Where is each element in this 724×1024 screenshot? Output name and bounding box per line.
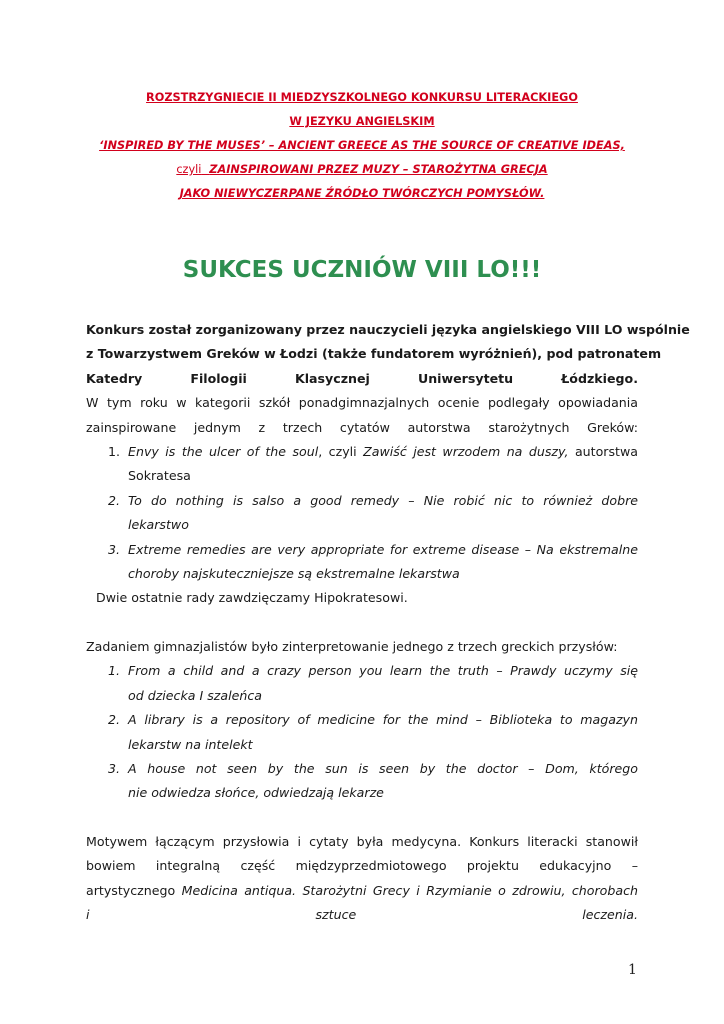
- header-line-4: [60, 158, 664, 182]
- list-number: 1.: [108, 444, 121, 460]
- announcement-header: [60, 86, 664, 206]
- secondary-paragraph: [86, 391, 638, 440]
- gimnazjum-intro: Zadaniem gimnazjalistów było zinterpretowanie jednego z trzech greckich przysłów:: [86, 638, 618, 654]
- intro-paragraph: [86, 318, 690, 391]
- secondary-line: W tym roku w kategorii szkół ponadgimnazjalnych ocenie podlegały opowiadania: [86, 395, 638, 411]
- spacer: [86, 611, 638, 635]
- header-line-2: W JEZYKU ANGIELSKIM: [289, 115, 435, 128]
- closing-line: [86, 879, 638, 903]
- list-item-line: From a child and a crazy person you learn the truth – Prawdy uczymy się: [128, 663, 638, 679]
- list-item: [86, 440, 638, 489]
- list-item-line: A house not seen by the sun is seen by the doctor – Dom, którego: [128, 760, 638, 776]
- list-item-line: Sokratesa: [128, 468, 191, 484]
- header-line-4-prefix: czyli: [176, 163, 202, 176]
- list-item: [86, 489, 638, 538]
- closing-paragraph: [86, 830, 638, 928]
- quote-connector: , czyli: [318, 444, 364, 460]
- list-item-line: choroby najskuteczniejsze są ekstremalne lekarstwa: [128, 566, 460, 582]
- intro-line: z Towarzystwem Greków w Łodzi (także fundatorem wyróżnień), pod patronatem: [86, 346, 662, 362]
- project-title: Medicina antiqua. Starożytni Grecy i Rzymianie o zdrowiu, chorobach: [181, 882, 638, 898]
- list-number: 2.: [108, 492, 121, 508]
- list-item: [86, 708, 638, 757]
- list-number: 3.: [108, 541, 121, 557]
- header-line-3: ‘INSPIRED BY THE MUSES’ – ANCIENT GREECE AS THE SOURCE OF CREATIVE IDEAS,: [99, 139, 625, 152]
- page-title: SUKCES UCZNIÓW VIII LO!!!: [182, 257, 542, 283]
- list-number: 3.: [108, 760, 121, 776]
- list-item: [86, 757, 638, 806]
- intro-line: Konkurs został zorganizowany przez nauczycieli języka angielskiego VIII LO wspólnie: [86, 322, 690, 337]
- page-number: 1: [628, 962, 637, 978]
- list-item: [86, 659, 638, 708]
- quote-en: Envy is the ulcer of the soul: [128, 444, 319, 460]
- closing-line: bowiem integralną część międzyprzedmiotowego projektu edukacyjno –: [86, 858, 638, 874]
- document-body: [86, 318, 690, 927]
- header-line-4-text: ZAINSPIROWANI PRZEZ MUZY – STAROŻYTNA GRECJA: [209, 163, 548, 176]
- list-item-line: [128, 440, 638, 464]
- hippocrates-note: Dwie ostatnie rady zawdzięczamy Hipokratesowi.: [96, 590, 408, 606]
- secondary-line: zainspirowane jednym z trzech cytatów autorstwa starożytnych Greków:: [86, 419, 638, 435]
- list-item-line: lekarstwo: [128, 517, 189, 533]
- list-number: 2.: [108, 712, 121, 728]
- spacer: [86, 806, 638, 830]
- list-item: [86, 538, 638, 587]
- list-number: 1.: [108, 663, 121, 679]
- list-item-line: lekarstw na intelekt: [128, 736, 253, 752]
- closing-line: i sztuce leczenia.: [86, 906, 638, 922]
- closing-line: Motywem łączącym przysłowia i cytaty była medycyna. Konkurs literacki stanowił: [86, 833, 638, 849]
- closing-line-start: artystycznego: [86, 882, 182, 898]
- quote-pl: Zawiść jest wrzodem na duszy,: [363, 444, 569, 460]
- list-item-line: od dziecka I szaleńca: [128, 687, 262, 703]
- quote-suffix: autorstwa: [568, 444, 638, 460]
- header-line-5: JAKO NIEWYCZERPANE ŹRÓDŁO TWÓRCZYCH POMYSŁÓW.: [179, 187, 545, 200]
- intro-line: Katedry Filologii Klasycznej Uniwersytetu Łódzkiego.: [86, 370, 638, 386]
- list-item-line: Extreme remedies are very appropriate for extreme disease – Na ekstremalne: [128, 541, 638, 557]
- list-item-line: To do nothing is salso a good remedy – Nie robić nic to również dobre: [128, 492, 638, 508]
- list-item-line: A library is a repository of medicine for the mind – Biblioteka to magazyn: [128, 712, 638, 728]
- header-line-1: ROZSTRZYGNIECIE II MIEDZYSZKOLNEGO KONKURSU LITERACKIEGO: [146, 91, 578, 104]
- list-item-line: nie odwiedza słońce, odwiedzają lekarze: [128, 785, 384, 801]
